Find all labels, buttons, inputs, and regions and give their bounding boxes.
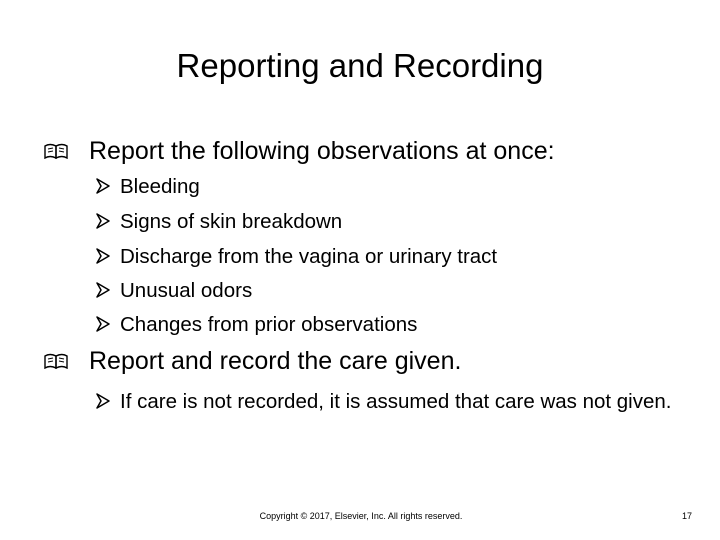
bullet-text: Report the following observations at once: xyxy=(89,137,555,165)
sub-bullet-text: If care is not recorded, it is assumed that care was not given. xyxy=(120,390,672,413)
arrow-bullet-icon xyxy=(96,178,110,194)
sub-bullet-text: Bleeding xyxy=(120,175,200,198)
arrow-bullet-icon xyxy=(96,248,110,264)
sub-bullet-text: Signs of skin breakdown xyxy=(120,210,343,233)
book-bullet-icon xyxy=(44,353,68,369)
slide-title: Reporting and Recording xyxy=(176,47,544,84)
sub-bullet-text: Changes from prior observations xyxy=(120,313,418,336)
copyright-footer: Copyright © 2017, Elsevier, Inc. All rights reserved. xyxy=(259,511,463,521)
arrow-bullet-icon xyxy=(96,282,110,298)
page-number: 17 xyxy=(681,511,692,521)
book-bullet-icon xyxy=(44,143,68,159)
bullet-text: Report and record the care given. xyxy=(89,347,462,375)
arrow-bullet-icon xyxy=(96,316,110,332)
sub-bullet-text: Unusual odors xyxy=(120,279,253,302)
sub-bullet-text: Discharge from the vagina or urinary tract xyxy=(120,245,498,268)
arrow-bullet-icon xyxy=(96,213,110,229)
arrow-bullet-icon xyxy=(96,393,110,409)
